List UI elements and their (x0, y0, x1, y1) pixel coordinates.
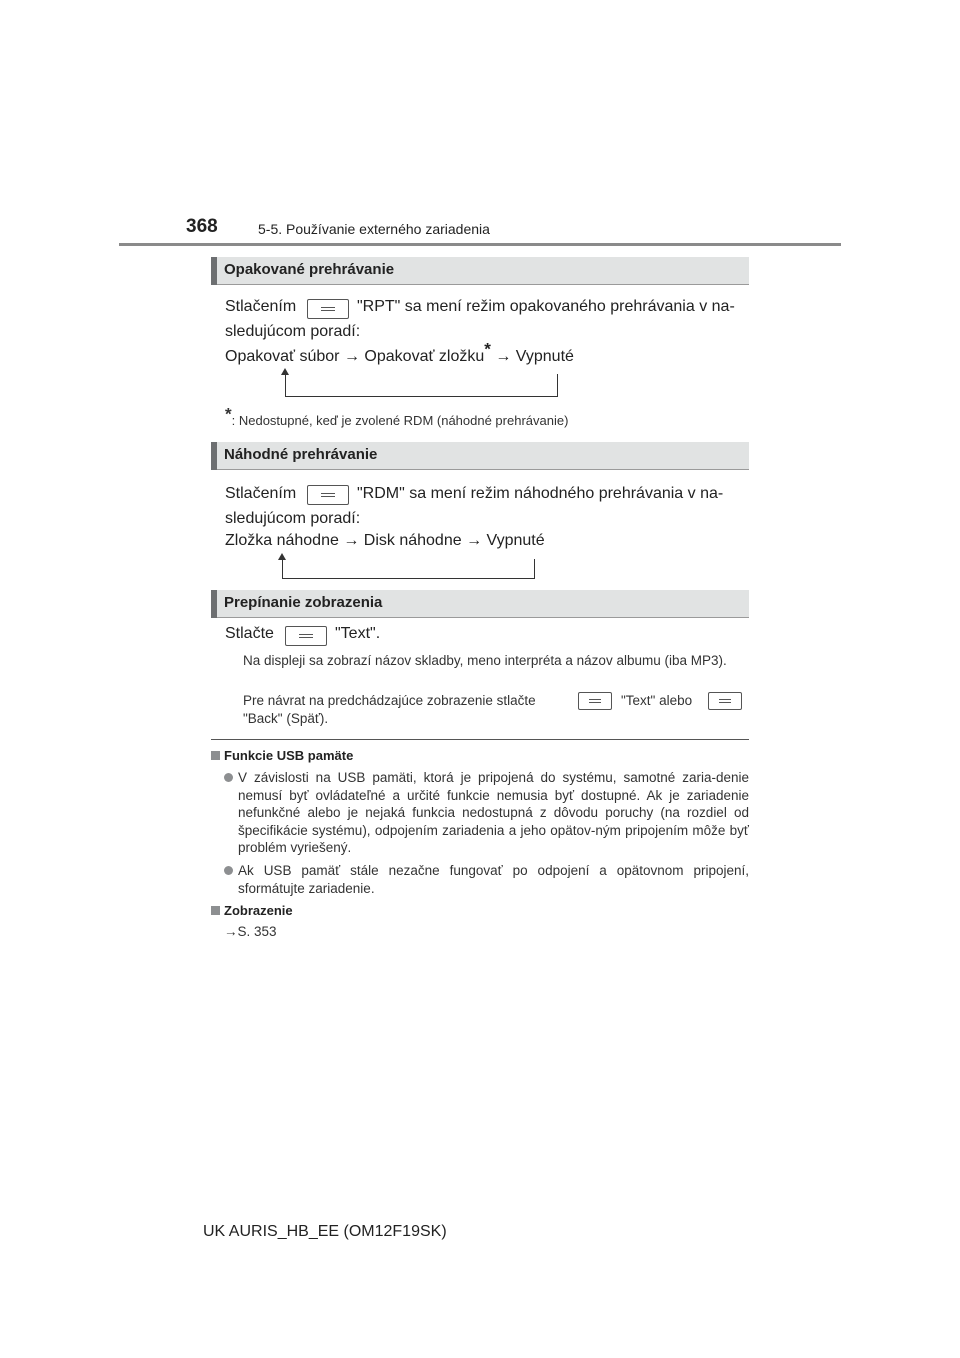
rdm-button-icon (307, 485, 349, 505)
section-header-repeat (211, 257, 749, 285)
text-button-icon (578, 692, 612, 710)
seq-item: Opakovať zložku (364, 348, 485, 365)
circle-bullet-icon (224, 866, 233, 875)
display-note-2-mid: "Text" alebo (621, 693, 693, 708)
display-note-1: Na displeji sa zobrazí názov skladby, meno interpréta a názov albumu (iba MP3). (243, 653, 727, 668)
usb-bullet-1 (224, 769, 749, 857)
arrow-right-icon: → (495, 348, 512, 365)
asterisk: * (484, 339, 491, 359)
section-accent (211, 442, 217, 470)
repeat-instruction-line1 (225, 298, 296, 316)
random-sequence (225, 532, 545, 550)
seq-item: Vypnuté (515, 348, 574, 365)
manual-id: UK AURIS_HB_EE (OM12F19SK) (203, 1223, 447, 1240)
section-header-random (211, 442, 749, 470)
arrow-right-icon: → (343, 532, 360, 549)
seq-item: Zložka náhodne (225, 532, 339, 549)
random-instruction-line2: sledujúcom poradí: (225, 510, 361, 527)
rpt-button-icon (307, 299, 349, 319)
section-title: Prepínanie zobrazenia (224, 594, 383, 611)
circle-bullet-icon (224, 773, 233, 782)
square-bullet-icon (211, 751, 220, 760)
back-button-icon (708, 692, 742, 710)
note-heading-usb (211, 748, 353, 763)
square-bullet-icon (211, 906, 220, 915)
reference-text: S. 353 (237, 924, 277, 939)
page-number: 368 (186, 216, 218, 237)
cycle-return-arrow (282, 559, 535, 579)
arrow-right-icon: → (343, 348, 360, 365)
repeat-instruction-line2: sledujúcom poradí: (225, 323, 361, 340)
text-pre: Stlačením (225, 298, 297, 315)
header-divider (119, 243, 841, 246)
repeat-sequence (225, 339, 574, 366)
heading-text: Zobrazenie (224, 903, 293, 918)
random-instruction-rest: "RDM" sa mení režim náhodného prehrávania v na- (357, 485, 724, 502)
section-title: Náhodné prehrávanie (224, 446, 378, 463)
arrow-right-icon: → (224, 924, 238, 939)
repeat-instruction-rest: "RPT" sa mení režim opakovaného prehrávania v na- (357, 298, 735, 315)
repeat-footnote (225, 404, 569, 428)
cycle-return-arrow (285, 374, 558, 397)
random-instruction-line1: Stlačením (225, 485, 297, 502)
section-title: Opakované prehrávanie (224, 261, 395, 278)
usb-bullet-2 (224, 862, 749, 897)
notes-divider (211, 739, 749, 740)
seq-item: Opakovať súbor (225, 348, 340, 365)
section-header-display (211, 590, 749, 618)
note-heading-display (211, 903, 293, 918)
seq-item: Vypnuté (486, 532, 545, 549)
seq-item: Disk náhodne (363, 532, 462, 549)
display-note-2-post: "Back" (Späť). (243, 711, 329, 726)
arrow-up-icon (281, 368, 289, 375)
page-reference[interactable] (224, 923, 277, 941)
chapter-title: 5-5. Používanie externého zariadenia (258, 221, 490, 237)
section-accent (211, 257, 217, 285)
arrow-up-icon (278, 553, 286, 560)
arrow-right-icon: → (466, 532, 483, 549)
bullet-text: Ak USB pamäť stále nezačne fungovať po odpojení a opätovnom pripojení, sformátujte zariadenie. (238, 863, 749, 896)
bullet-text: V závislosti na USB pamäti, ktorá je pripojená do systému, samotné zaria-denie nemusí byť ovládateľné a určité funkcie nemusia byť dostupné. Ak je zariadenie nefunkčné alebo je nejaká funkcia nedostupná z dôvodu poruchy (na rozdiel od špecifikácie systému), odpojením zariadenia a jeho opätov-ným pripojením môže byť problém vyriešený. (238, 770, 749, 855)
display-instruction: Stlačte (225, 625, 274, 642)
display-instruction-rest: "Text". (335, 625, 381, 642)
text-button-icon (285, 626, 327, 646)
footnote-text: : Nedostupné, keď je zvolené RDM (náhodné prehrávanie) (231, 413, 569, 428)
heading-text: Funkcie USB pamäte (224, 748, 354, 763)
display-note-2-pre: Pre návrat na predchádzajúce zobrazenie stlačte (243, 693, 536, 708)
section-accent (211, 590, 217, 618)
asterisk: * (225, 404, 232, 424)
